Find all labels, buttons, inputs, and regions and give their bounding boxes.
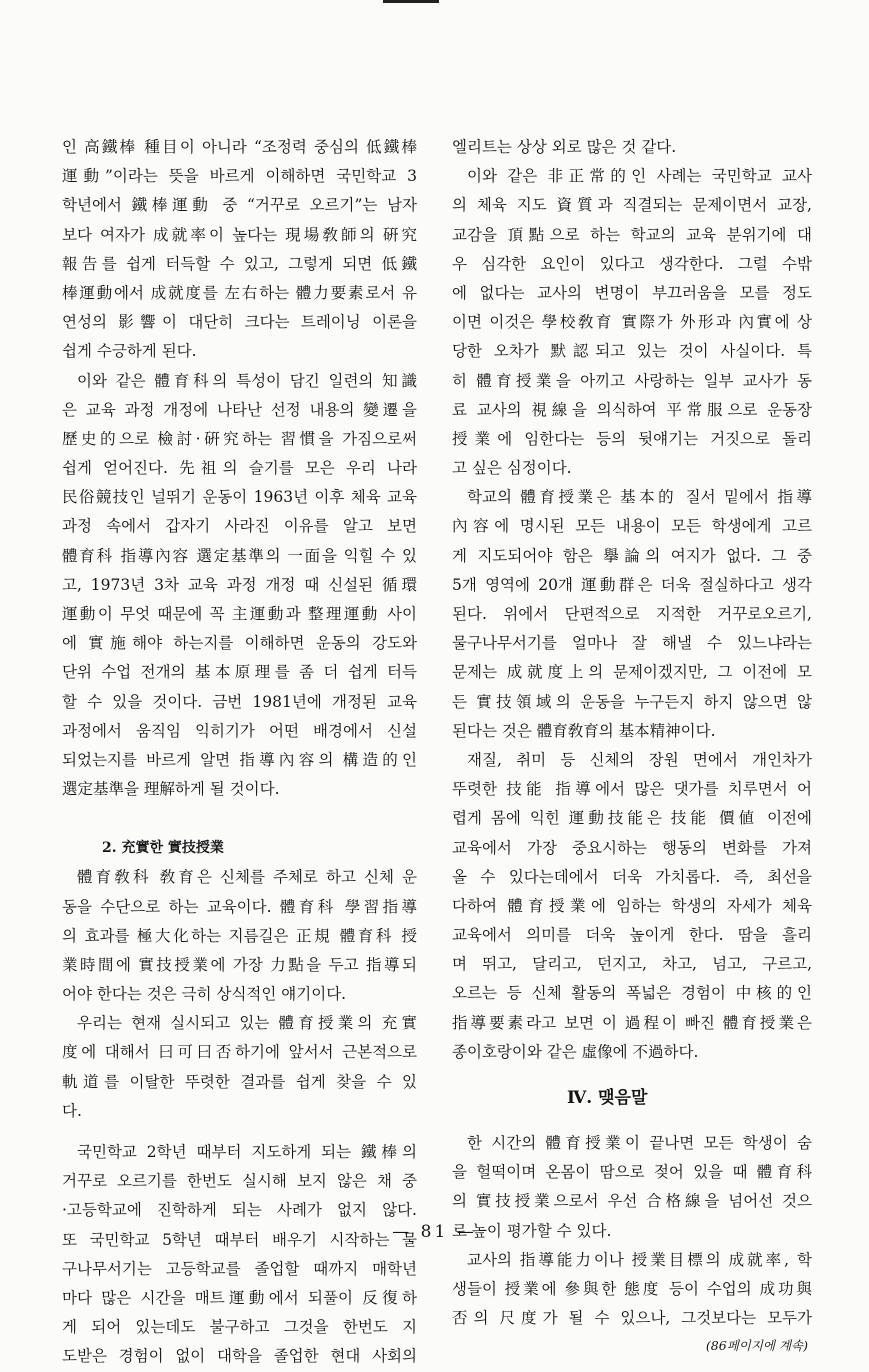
text-line: 度에 대해서 曰可曰否하기에 앞서서 근본적으로 xyxy=(62,1043,417,1062)
text-line: 마다 많은 시간을 매트運動에서 되풀이 反復하 xyxy=(62,1288,417,1307)
text-line: 고 싶은 심정이다. xyxy=(452,459,572,478)
text-line: 內容에 명시된 모든 내용이 모든 학생에게 고르 xyxy=(452,517,812,536)
paragraph xyxy=(62,1138,417,1372)
text-line: 게 되어 있는데도 불구하고 그것을 한번도 지 xyxy=(62,1318,417,1337)
text-line: 동을 수단으로 하는 교육이다. 體育科 學習指導 xyxy=(62,897,417,916)
page-number: — 81 — xyxy=(392,1222,477,1242)
text-line: 오르는 등 신체 활동의 폭넓은 경험이 中核的인 xyxy=(452,984,812,1003)
text-line: 할 수 있을 것이다. 금번 1981년에 개정된 교육 xyxy=(62,692,417,711)
text-line: 否의 尺度가 될 수 있으나, 그것보다는 모두가 xyxy=(452,1309,812,1328)
text-line: 과정에서 움직임 익히기가 어떤 배경에서 신설 xyxy=(62,721,417,740)
top-rule xyxy=(383,0,439,3)
text-line: 우 심각한 요인이 있다고 생각한다. 그럴 수밖 xyxy=(452,254,812,273)
text-line: 한 시간의 體育授業이 끝나면 모든 학생이 숨 xyxy=(467,1134,812,1152)
text-line: 體育科 指導內容 選定基準의 一面을 익힐 수 있 xyxy=(62,546,417,565)
text-line: 民俗競技인 널뛰기 운동이 1963년 이후 체육 교육 xyxy=(62,488,417,507)
text-line: 다. xyxy=(62,1101,82,1120)
text-line: 거꾸로 오르기를 한번도 실시해 보지 않은 채 중 xyxy=(62,1172,417,1191)
paragraph xyxy=(62,863,417,1009)
text-line: 학교의 體育授業은 基本的 질서 밑에서 指導 xyxy=(467,488,812,507)
text-line: 의 實技授業으로서 우선 合格線을 넘어선 것으 xyxy=(452,1192,812,1211)
text-line: ·고등학교에 진학하게 되는 사례가 없지 않다. xyxy=(62,1201,417,1220)
paragraph xyxy=(62,133,417,367)
text-line: 당한 오차가 默認되고 있는 것이 사실이다. 특 xyxy=(452,342,812,361)
paragraph xyxy=(452,133,812,162)
paragraph xyxy=(62,1009,417,1126)
text-line: 교감을 頂點으로 하는 학교의 교육 분위기에 대 xyxy=(452,225,812,244)
text-line: 엘리트는 상상 외로 많은 것 같다. xyxy=(452,138,677,156)
text-line: 어야 한다는 것은 극히 상식적인 얘기이다. xyxy=(62,985,347,1004)
text-line: 된다는 것은 體育敎育의 基本精神이다. xyxy=(452,721,716,740)
text-line: 단위 수업 전개의 基本原理를 좀 더 쉽게 터득 xyxy=(62,663,417,682)
text-line: 을 헐떡이며 온몸이 땀으로 젖어 있을 때 體育科 xyxy=(452,1163,812,1182)
text-line: 棒運動에서 成就度를 左右하는 體力要素로서 유 xyxy=(62,283,417,302)
text-line: 歷史的으로 檢討·硏究하는 習慣을 가짐으로써 xyxy=(62,429,417,448)
text-line: 5개 영역에 20개 運動群은 더욱 절실하다고 생각 xyxy=(452,575,812,594)
text-line: 은 교육 과정 개정에 나타난 선정 내용의 變遷을 xyxy=(62,400,417,419)
text-line: 의 효과를 極大化하는 지름길은 正規 體育科 授 xyxy=(62,926,417,945)
section-heading: 2. 充實한 實技授業 xyxy=(102,840,224,857)
paragraph xyxy=(452,162,812,483)
text-line: 학년에서 鐵棒運動 중 “거꾸로 오르기”는 남자 xyxy=(62,196,417,215)
paragraph xyxy=(62,367,417,805)
continued-note: (86페이지에 계속) xyxy=(705,1338,808,1354)
text-line: 문제는 成就度上의 문제이겠지만, 그 이전에 모 xyxy=(452,663,812,682)
text-line: 우리는 현재 실시되고 있는 體育授業의 充實 xyxy=(77,1014,417,1033)
text-line: 指導要素라고 보면 이 過程이 빠진 體育授業은 xyxy=(452,1013,812,1032)
text-line: 며 뛰고, 달리고, 던지고, 차고, 넘고, 구르고, xyxy=(452,955,812,974)
text-line: 든 實技領域의 운동을 누구든지 하지 않으면 않 xyxy=(452,692,812,711)
text-line: 에 없다는 교사의 변명이 부끄러움을 모를 정도 xyxy=(452,283,812,302)
text-line: 로 높이 평가할 수 있다. xyxy=(452,1221,612,1240)
text-line: 이와 같은 體育科의 특성이 담긴 일련의 知識 xyxy=(77,371,417,390)
text-line: 히 體育授業을 아끼고 사랑하는 일부 교사가 동 xyxy=(452,371,812,390)
text-line: 인 高鐵棒 種目이 아니라 “조정력 중심의 低鐵棒 xyxy=(62,138,417,156)
text-line: 報告를 쉽게 터득할 수 있고, 그렇게 되면 低鐵 xyxy=(62,254,417,273)
text-line: 運動”이라는 뜻을 바르게 이해하면 국민학교 3 xyxy=(62,167,417,186)
text-line: 運動이 무엇 때문에 꼭 主運動과 整理運動 사이 xyxy=(62,605,417,623)
text-line: 選定基準을 理解하게 될 것이다. xyxy=(62,780,280,799)
section-heading: Ⅳ. 맺음말 xyxy=(567,1088,648,1108)
text-line: 게 지도되어야 함은 擧論의 여지가 없다. 그 중 xyxy=(452,546,812,565)
text-line: 국민학교 2학년 때부터 지도하게 되는 鐵棒의 xyxy=(77,1143,417,1161)
left-column xyxy=(62,133,417,1372)
text-line: 교사의 指導能力이나 授業目標의 成就率, 학 xyxy=(467,1250,812,1269)
text-line: 의 체육 지도 資質과 직결되는 문제이면서 교장, xyxy=(452,196,812,215)
text-line: 또 국민학교 5학년 때부터 배우기 시작하는 물 xyxy=(62,1230,417,1249)
text-line: 體育敎科 敎育은 신체를 주체로 하고 신체 운 xyxy=(77,868,417,887)
text-line: 고, 1973년 3차 교육 과정 개정 때 신설된 循環 xyxy=(62,575,417,594)
text-line: 종이호랑이와 같은 虛像에 不過하다. xyxy=(452,1042,699,1061)
text-line: 교육에서 가장 중요시하는 행동의 변화를 가져 xyxy=(452,838,812,857)
text-line: 쉽게 얻어진다. 先祖의 슬기를 모은 우리 나라 xyxy=(62,459,417,478)
paragraph xyxy=(452,483,812,746)
text-line: 교육에서 의미를 더욱 높이게 한다. 땀을 흘리 xyxy=(452,926,812,945)
paragraph xyxy=(452,746,812,1067)
text-line: 구나무서기는 고등학교를 졸업할 때까지 매학년 xyxy=(62,1259,417,1278)
paragraph xyxy=(452,1246,812,1334)
text-line: 쉽게 수긍하게 된다. xyxy=(62,342,197,361)
text-line: 료 교사의 視線을 의식하여 平常服으로 운동장 xyxy=(452,400,812,419)
text-line: 다하여 體育授業에 임하는 학생의 자세가 체육 xyxy=(452,896,812,915)
text-line: 연성의 影響이 대단히 크다는 트레이닝 이론을 xyxy=(62,313,417,332)
text-line: 도받은 경험이 없이 대학을 졸업한 현대 사회의 xyxy=(62,1347,417,1366)
text-line: 물구나무서기를 얼마나 잘 해낼 수 있느냐라는 xyxy=(452,634,812,653)
text-line: 올 수 있다는데에서 더욱 가치롭다. 즉, 최선을 xyxy=(452,867,812,886)
text-line: 軌道를 이탈한 뚜렷한 결과를 쉽게 찾을 수 있 xyxy=(62,1072,417,1091)
text-line: 이와 같은 非正常的인 사례는 국민학교 교사 xyxy=(467,167,812,186)
text-line: 뚜렷한 技能 指導에서 많은 댓가를 치루면서 어 xyxy=(452,780,812,799)
right-column xyxy=(452,133,812,1359)
text-line: 되었는지를 바르게 알면 指導內容의 構造的인 xyxy=(62,750,417,769)
text-line: 보다 여자가 成就率이 높다는 現場敎師의 硏究 xyxy=(62,225,417,244)
text-line: 재질, 취미 등 신체의 장원 면에서 개인차가 xyxy=(467,750,812,769)
text-line: 이면 이것은 學校敎育 實際가 外形과 內實에 상 xyxy=(452,313,812,332)
text-line: 렵게 몸에 익힌 運動技能은 技能 價値 이전에 xyxy=(452,809,812,828)
text-line: 業時間에 實技授業에 가장 力點을 두고 指導되 xyxy=(62,955,417,974)
text-line: 에 實施해야 하는지를 이해하면 운동의 강도와 xyxy=(62,634,417,653)
text-line: 된다. 위에서 단편적으로 지적한 거꾸로오르기, xyxy=(452,605,812,623)
text-line: 授業에 임한다는 등의 뒷얘기는 거짓으로 돌리 xyxy=(452,429,812,448)
text-line: 생들이 授業에 參與한 態度 등이 수업의 成功與 xyxy=(452,1279,812,1298)
text-line: 과정 속에서 갑자기 사라진 이유를 알고 보면 xyxy=(62,517,417,536)
